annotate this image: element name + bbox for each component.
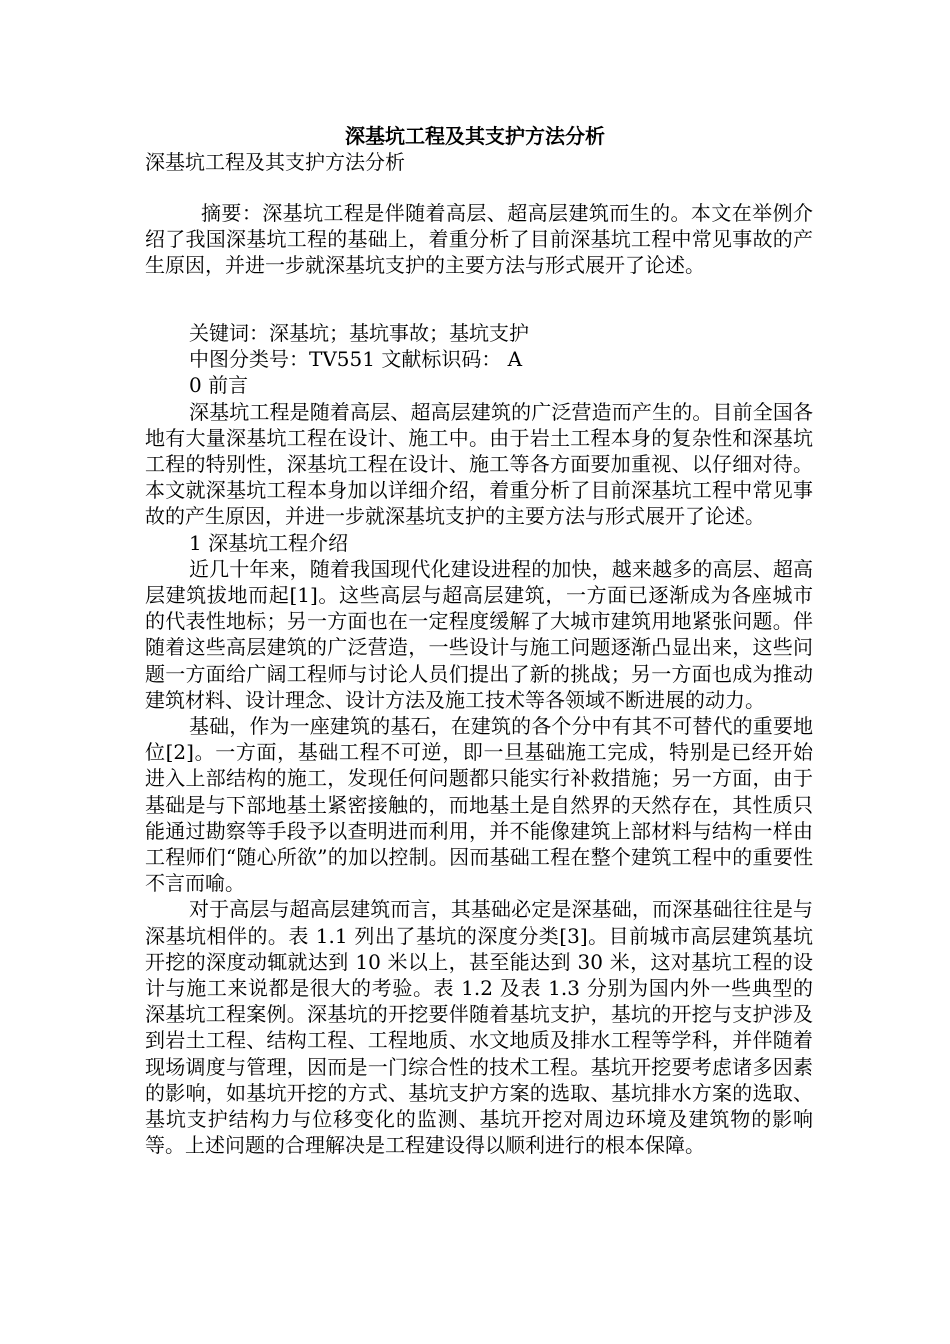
section-1-paragraph-2: 基础，作为一座建筑的基石，在建筑的各个分中有其不可替代的重要地位[2]。一方面，基础工程不可逆，即一旦基础施工完成，特别是已经开始进入上部结构的施工，发现任何问题都只能实行补救措施；另一方面，由于基础是与下部地基土紧密接触的，而地基土是自然界的天然存在，其性质只能通过勘察等手段予以查明进而利用，并不能像建筑上部材料与结构一样由工程师们“随心所欲”的加以控制。因而基础工程在整个建筑工程中的重要性不言而喻。 — [145, 714, 813, 896]
document-body — [145, 320, 813, 1159]
section-1-heading: 1 深基坑工程介绍 — [189, 530, 349, 555]
keywords-line: 关键词：深基坑；基坑事故；基坑支护 — [189, 321, 529, 345]
document-subtitle: 深基坑工程及其支护方法分析 — [145, 150, 405, 174]
abstract-paragraph: 摘要：深基坑工程是伴随着高层、超高层建筑而生的。本文在举例介绍了我国深基坑工程的基础上，着重分析了目前深基坑工程中常见事故的产生原因，并进一步就深基坑支护的主要方法与形式展开了论述。 — [145, 201, 813, 278]
section-0-heading: 0 前言 — [189, 373, 249, 398]
section-0-paragraph-1: 深基坑工程是随着高层、超高层建筑的广泛营造而产生的。目前全国各地有大量深基坑工程在设计、施工中。由于岩土工程本身的复杂性和深基坑工程的特别性，深基坑工程在设计、施工等各方面要加重视、以仔细对待。本文就深基坑工程本身加以详细介绍，着重分析了目前深基坑工程中常见事故的产生原因，并进一步就深基坑支护的主要方法与形式展开了论述。 — [145, 399, 813, 529]
document-title: 深基坑工程及其支护方法分析 — [345, 124, 605, 148]
section-1-paragraph-3: 对于高层与超高层建筑而言，其基础必定是深基础，而深基础往往是与深基坑相伴的。表 1.1 列出了基坑的深度分类[3]。目前城市高层建筑基坑开挖的深度动辄就达到 10 米以上，甚至能达到 30 米，这对基坑工程的设计与施工来说都是很大的考验。表 1.2 及表 1.3 分别为国内外一些典型的深基坑工程案例。深基坑的开挖要伴随着基坑支护，基坑的开挖与支护涉及到岩土工程、结构工程、工程地质、水文地质及排水工程等学科，并伴随着现场调度与管理，因而是一门综合性的技术工程。基坑开挖要考虑诸多因素的影响，如基坑开挖的方式、基坑支护方案的选取、基坑排水方案的选取、基坑支护结构力与位移变化的监测、基坑开挖对周边环境及建筑物的影响等。上述问题的合理解决是工程建设得以顺利进行的根本保障。 — [145, 897, 813, 1158]
section-1-paragraph-1: 近几十年来，随着我国现代化建设进程的加快，越来越多的高层、超高层建筑拔地而起[1]。这些高层与超高层建筑，一方面已逐渐成为各座城市的代表性地标；另一方面也在一定程度缓解了大城市建筑用地紧张问题。伴随着这些高层建筑的广泛营造，一些设计与施工问题逐渐凸显出来，这些问题一方面给广阔工程师与讨论人员们提出了新的挑战；另一方面也成为推动建筑材料、设计理念、设计方法及施工技术等各领域不断进展的动力。 — [145, 556, 813, 712]
classification-line: 中图分类号：TV551 文献标识码： A — [189, 347, 523, 372]
